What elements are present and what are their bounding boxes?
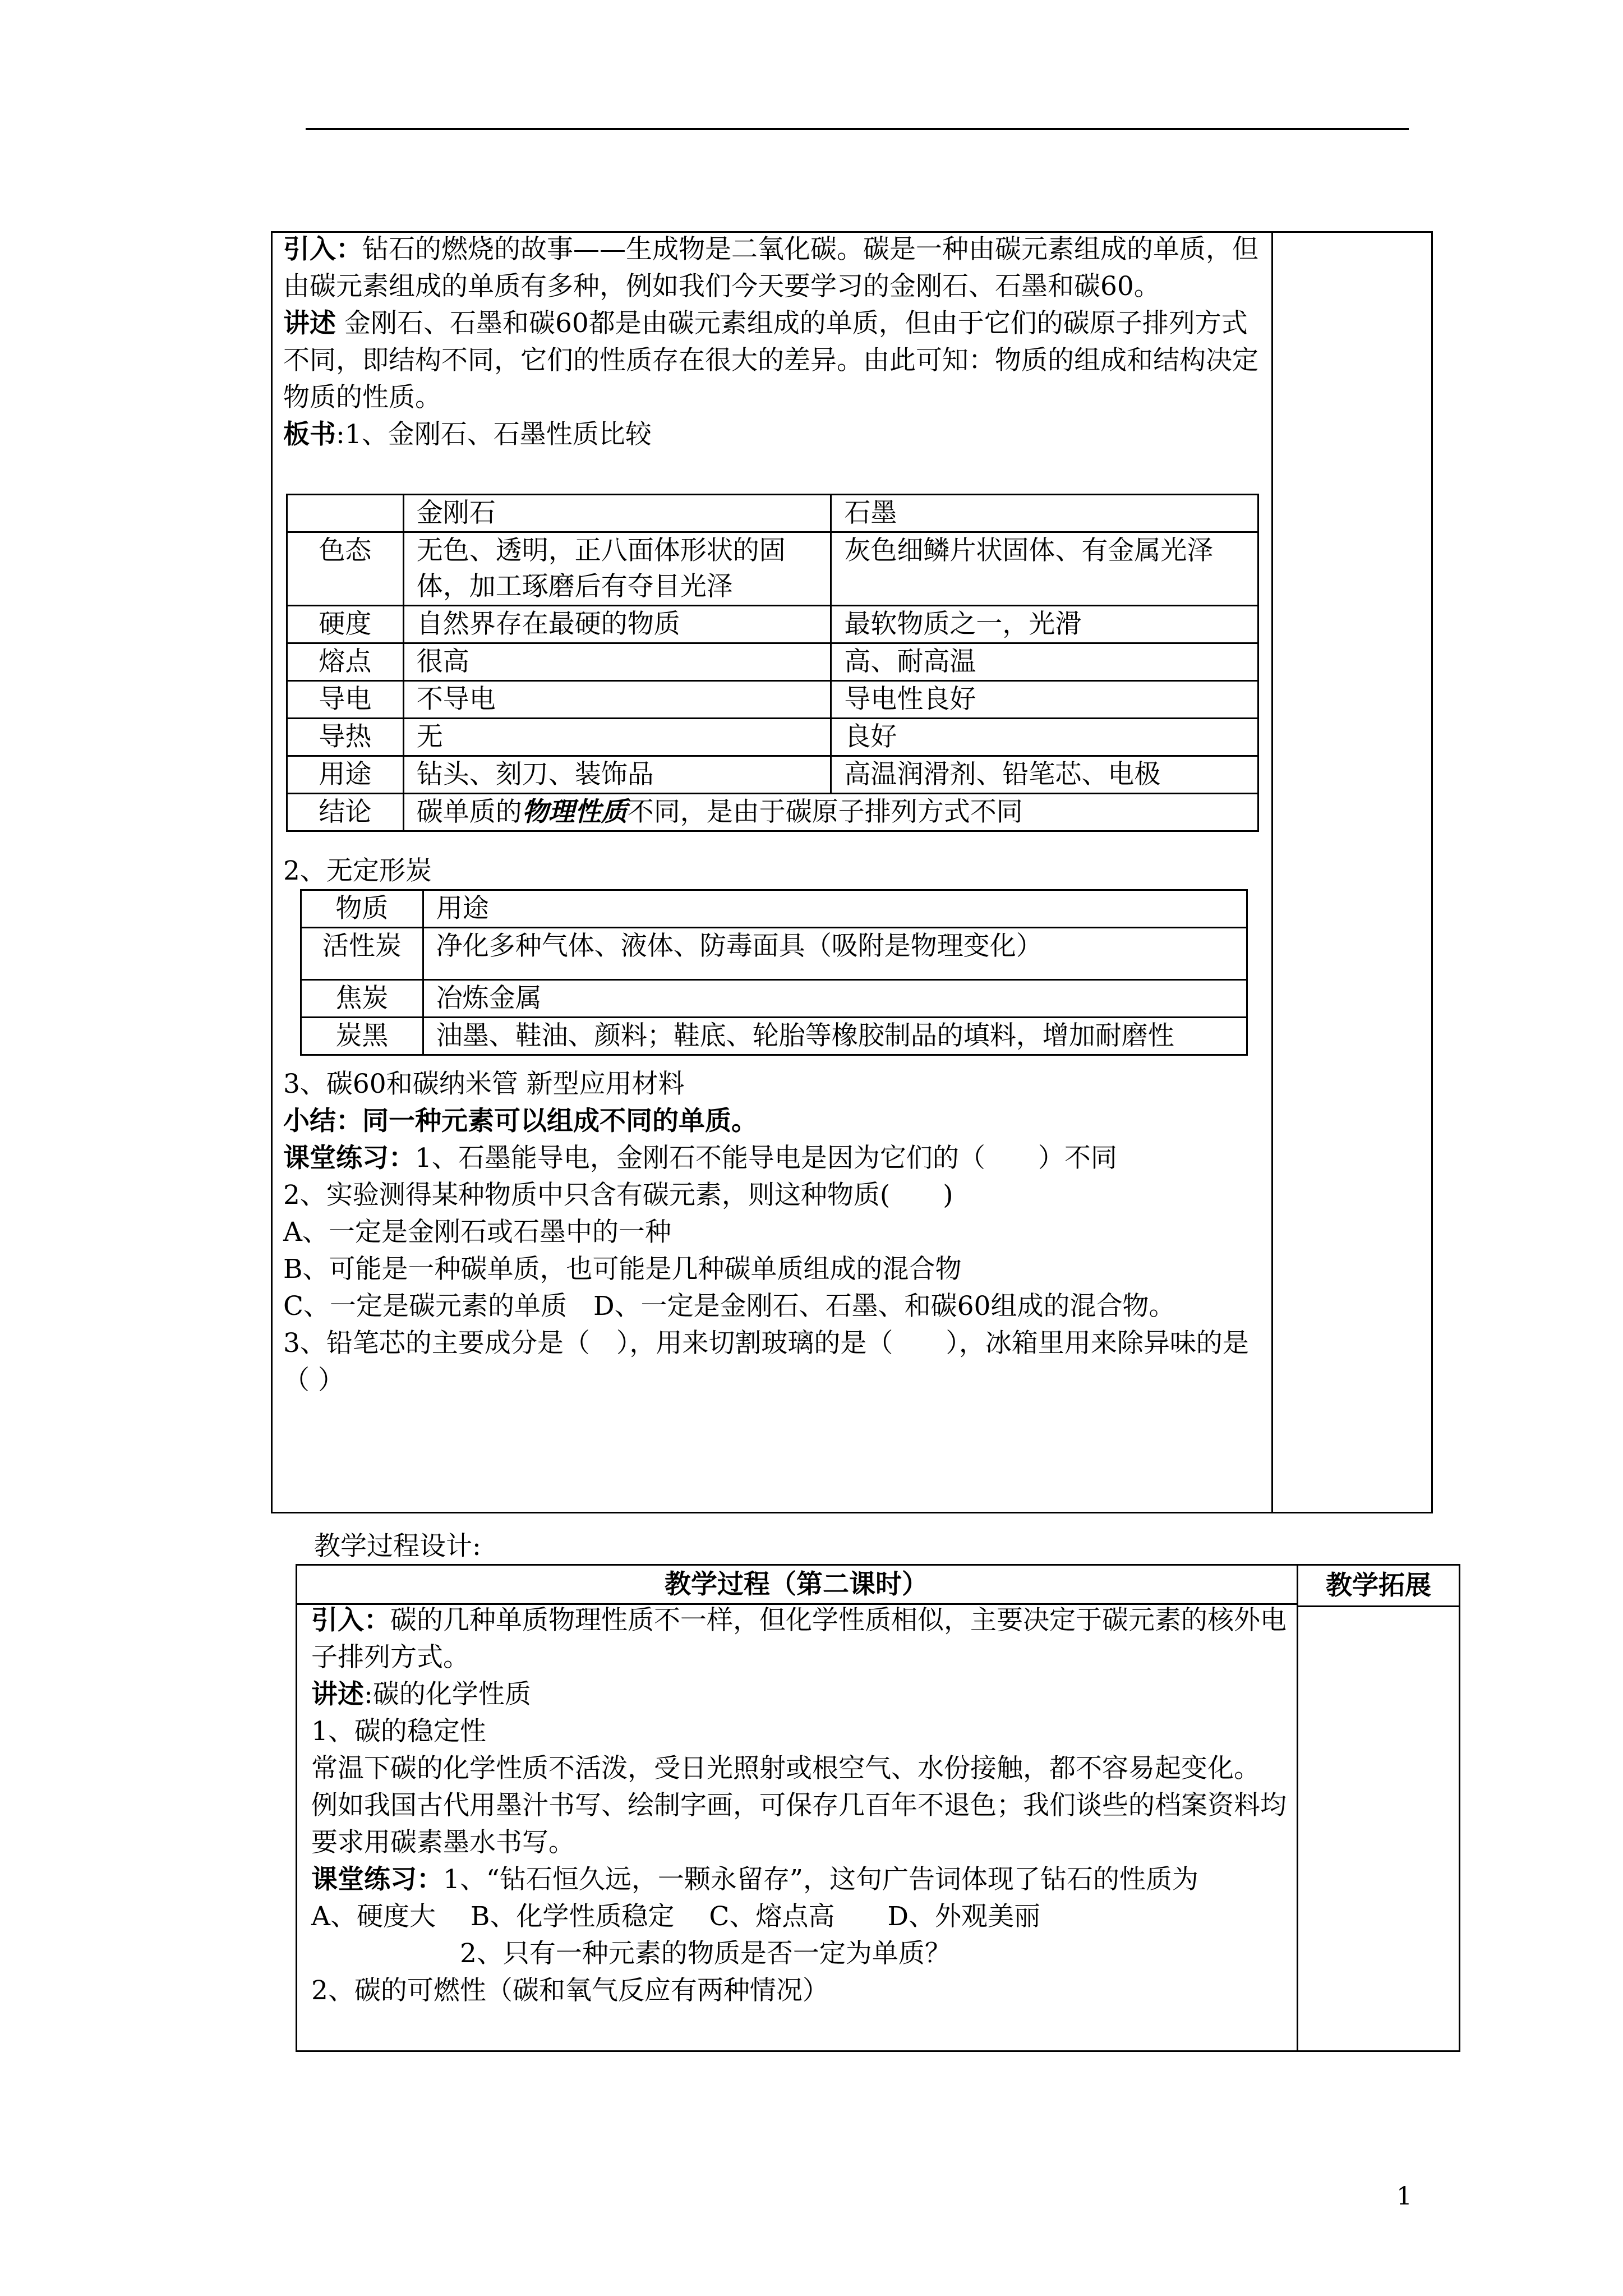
substance-cell: 活性炭 <box>301 928 423 980</box>
graphite-cell: 良好 <box>831 719 1258 756</box>
use-cell: 油墨、鞋油、颜料；鞋底、轮胎等橡胶制品的填料，增加耐磨性 <box>423 1018 1247 1055</box>
table-row <box>287 495 1258 532</box>
graphite-cell: 导电性良好 <box>831 681 1258 719</box>
diamond-cell: 无色、透明，正八面体形状的固体，加工琢磨后有夺目光泽 <box>403 532 831 606</box>
table-row <box>287 643 1258 681</box>
header-cell-graphite: 石墨 <box>831 495 1258 532</box>
header-cell-use: 用途 <box>423 890 1247 928</box>
table-row <box>301 1018 1247 1055</box>
board-heading: 板书:1、金刚石、石墨性质比较 <box>283 419 652 450</box>
c60-line: 3、碳60和碳纳米管 新型应用材料 <box>283 1069 685 1099</box>
diamond-cell: 很高 <box>403 643 831 681</box>
lesson2-practice-q1-options: A、硬度大 B、化学性质稳定 C、熔点高 D、外观美丽 <box>311 1901 1041 1932</box>
combustion-title: 2、碳的可燃性（碳和氧气反应有两种情况） <box>311 1975 829 2006</box>
lecture-paragraph: 讲述 金刚石、石墨和碳60都是由碳元素组成的单质，但由于它们的碳原子排列方式不同，即结构不同，它们的性质存在很大的差异。由此可知：物质的组成和结构决定物质的性质。 <box>283 308 1258 413</box>
header-cell-substance: 物质 <box>301 890 423 928</box>
diamond-cell: 不导电 <box>403 681 831 719</box>
lesson1-content <box>283 231 1262 453</box>
graphite-cell: 最软物质之一，光滑 <box>831 606 1258 643</box>
summary-line: 小结：同一种元素可以组成不同的单质。 <box>283 1106 758 1137</box>
lesson2-practice-q1: 课堂练习：1、“钻石恒久远，一颗永留存”，这句广告词体现了钻石的性质为 <box>311 1864 1198 1895</box>
substance-cell: 炭黑 <box>301 1018 423 1055</box>
stability-text: 常温下碳的化学性质不活泼，受日光照射或根空气、水份接触，都不容易起变化。 <box>311 1753 1260 1784</box>
table-row <box>287 532 1258 606</box>
lesson1-side-divider <box>1271 231 1273 1513</box>
practice-q2-cd: C、一定是碳元素的单质 D、一定是金刚石、石墨、和碳60组成的混合物。 <box>283 1291 1175 1322</box>
header-cell-empty <box>287 495 404 532</box>
lesson2-intro: 引入：碳的几种单质物理性质不一样，但化学性质相似，主要决定于碳元素的核外电子排列方式。 <box>311 1605 1287 1673</box>
table-row <box>301 890 1247 928</box>
conclusion-cell: 碳单质的物理性质不同，是由于碳原子排列方式不同 <box>403 794 1258 831</box>
practice-q2: 2、实验测得某种物质中只含有碳元素，则这种物质( ) <box>283 1180 953 1211</box>
graphite-cell: 高、耐高温 <box>831 643 1258 681</box>
practice-q1: 课堂练习：1、石墨能导电，金刚石不能导电是因为它们的（ ）不同 <box>283 1143 1117 1174</box>
table-row <box>287 719 1258 756</box>
diamond-cell: 自然界存在最硬的物质 <box>403 606 831 643</box>
amorphous-table <box>300 889 1248 1056</box>
header-cell-diamond: 金刚石 <box>403 495 831 532</box>
graphite-cell: 高温润滑剂、铅笔芯、电极 <box>831 756 1258 794</box>
prop-cell: 色态 <box>287 532 404 606</box>
table-row <box>287 756 1258 794</box>
lesson2-header-side: 教学拓展 <box>1326 1570 1431 1601</box>
lesson2-lecture: 讲述:碳的化学性质 <box>311 1679 531 1710</box>
use-cell: 净化多种气体、液体、防毒面具（吸附是物理变化） <box>423 928 1247 980</box>
table-row <box>301 928 1247 980</box>
lesson2-content <box>311 1602 1290 2009</box>
header-rule <box>306 128 1409 130</box>
practice-q3: 3、铅笔芯的主要成分是（ ），用来切割玻璃的是（ ），冰箱里用来除异味的是（ ） <box>283 1328 1249 1396</box>
example-text: 例如我国古代用墨汁书写、绘制字画，可保存几百年不退色；我们谈些的档案资料均要求用碳素墨水书写。 <box>311 1790 1287 1858</box>
conclusion-label-cell: 结论 <box>287 794 404 831</box>
prop-cell: 导热 <box>287 719 404 756</box>
diamond-cell: 无 <box>403 719 831 756</box>
prop-cell: 熔点 <box>287 643 404 681</box>
lesson2-side-divider <box>1297 1564 1298 2052</box>
compare-table <box>286 494 1259 832</box>
table-row <box>287 794 1258 831</box>
lesson2-header-main: 教学过程（第二课时） <box>665 1569 928 1600</box>
practice-q2-a: A、一定是金刚石或石墨中的一种 <box>283 1217 671 1248</box>
lesson2-side-header-rule <box>1297 1605 1460 1607</box>
prop-cell: 导电 <box>287 681 404 719</box>
practice-q2-b: B、可能是一种碳单质，也可能是几种碳单质组成的混合物 <box>283 1254 962 1285</box>
substance-cell: 焦炭 <box>301 980 423 1018</box>
table-row <box>301 980 1247 1018</box>
use-cell: 冶炼金属 <box>423 980 1247 1018</box>
lesson1-content-lower <box>283 1066 1262 1399</box>
stability-title: 1、碳的稳定性 <box>311 1716 486 1747</box>
page-number: 1 <box>1396 2182 1412 2211</box>
table-row <box>287 681 1258 719</box>
intro-paragraph: 引入：钻石的燃烧的故事——生成物是二氧化碳。碳是一种由碳元素组成的单质，但由碳元素组成的单质有多种，例如我们今天要学习的金刚石、石墨和碳60。 <box>283 234 1258 302</box>
table-row <box>287 606 1258 643</box>
prop-cell: 用途 <box>287 756 404 794</box>
amorphous-title: 2、无定形炭 <box>283 855 432 886</box>
prop-cell: 硬度 <box>287 606 404 643</box>
lesson2-practice-q2: 2、只有一种元素的物质是否一定为单质？ <box>460 1938 951 1969</box>
graphite-cell: 灰色细鳞片状固体、有金属光泽 <box>831 532 1258 606</box>
diamond-cell: 钻头、刻刀、装饰品 <box>403 756 831 794</box>
design-label: 教学过程设计: <box>314 1531 481 1562</box>
